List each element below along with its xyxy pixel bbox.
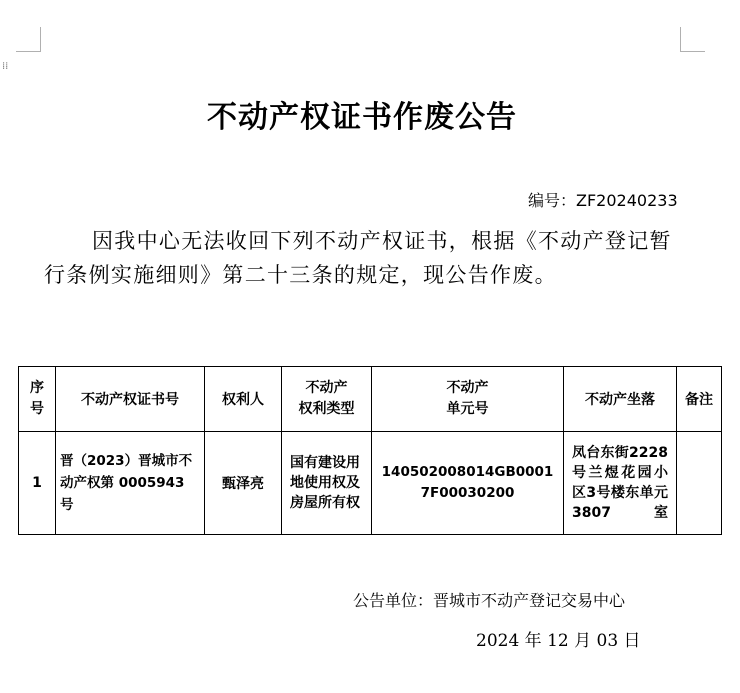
header-seq: 序 号	[19, 367, 56, 432]
cell-seq: 1	[19, 432, 56, 535]
cell-right-type: 国有建设用地使用权及房屋所有权	[282, 432, 372, 535]
header-right-type: 不动产 权利类型	[282, 367, 372, 432]
document-number-value: ZF20240233	[576, 191, 678, 210]
certificate-table	[18, 366, 722, 535]
document-number-label: 编号：	[528, 191, 577, 210]
table-row	[19, 432, 722, 535]
cell-unit-no: 140502008014GB00017F00030200	[372, 432, 564, 535]
header-cert-no: 不动产权证书号	[56, 367, 205, 432]
document-number	[528, 188, 678, 211]
table-header-row	[19, 367, 722, 432]
announcement-paragraph: 因我中心无法收回下列不动产权证书，根据《不动产登记暂行条例实施细则》第二十三条的规定，现公告作废。	[44, 229, 672, 287]
header-unit-no: 不动产 单元号	[372, 367, 564, 432]
header-remark: 备注	[677, 367, 722, 432]
table-move-handle-icon[interactable]: ⁞⁞	[2, 61, 9, 72]
header-owner: 权利人	[205, 367, 282, 432]
page-corner-mark-top-right	[680, 27, 705, 52]
issuer-label: 公告单位：	[353, 591, 434, 610]
cell-cert-no: 晋（2023）晋城市不动产权第 0005943 号	[56, 432, 205, 535]
cell-owner: 甄泽亮	[205, 432, 282, 535]
issuer-value: 晋城市不动产登记交易中心	[433, 591, 626, 610]
issuer-line	[353, 588, 625, 611]
cell-location: 凤台东街2228号兰煜花园小区3号楼东单元3807室	[564, 432, 677, 535]
page-corner-mark-top-left	[16, 27, 41, 52]
announcement-date: 2024 年 12 月 03 日	[476, 631, 641, 651]
cell-remark	[677, 432, 722, 535]
header-location: 不动产坐落	[564, 367, 677, 432]
document-title: 不动产权证书作废公告	[207, 100, 517, 135]
